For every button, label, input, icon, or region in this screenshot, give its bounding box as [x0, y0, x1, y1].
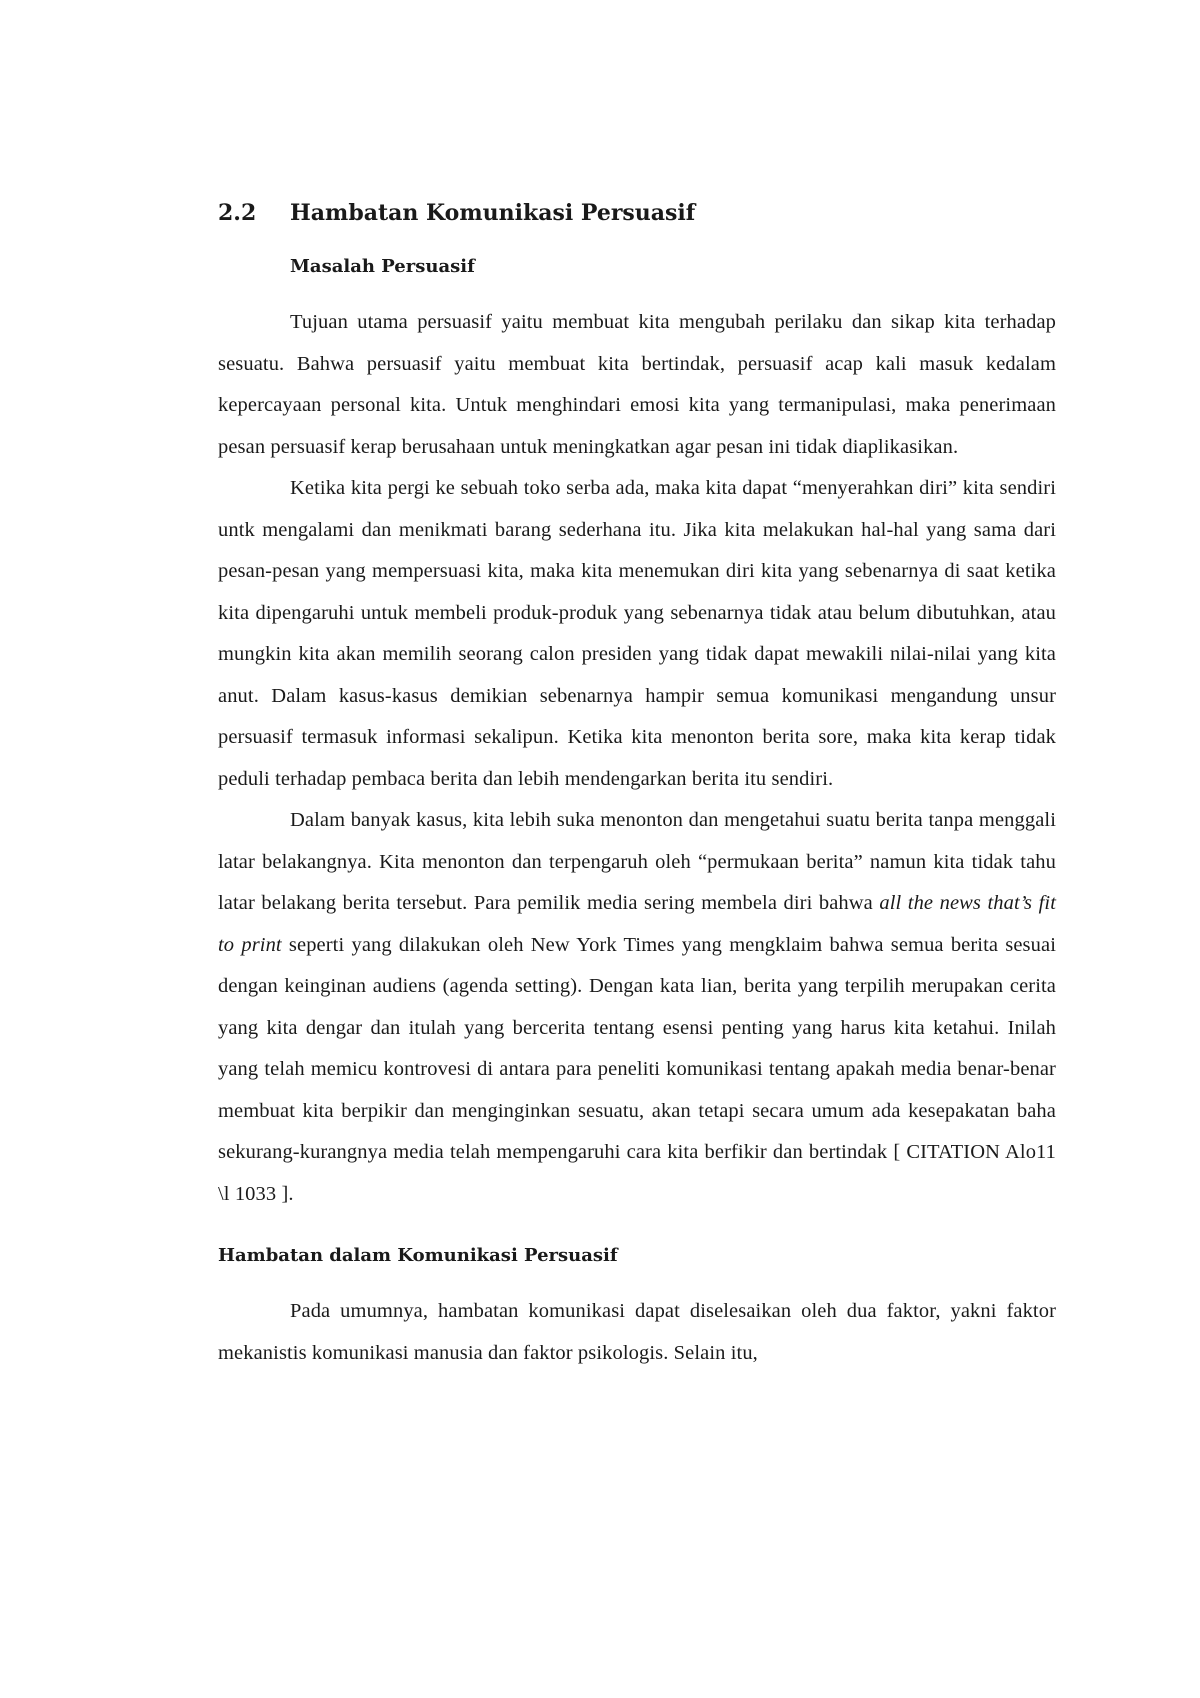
paragraph: Ketika kita pergi ke sebuah toko serba ada, maka kita dapat “menyerahkan diri” kita sendiri untk mengalami dan menikmati barang sederhana itu. Jika kita melakukan hal-hal yang sama dari pesan-pesan yang mempersuasi kita, maka kita menemukan diri kita yang sebenarnya di saat ketika kita dipengaruhi untuk membeli produk-produk yang sebenarnya tidak atau belum dibutuhkan, atau mungkin kita akan memilih seorang calon presiden yang tidak dapat mewakili nilai-nilai yang kita anut. Dalam kasus-kasus demikian sebenarnya hampir semua komunikasi mengandung unsur persuasif termasuk informasi sekalipun. Ketika kita menonton berita sore, maka kita kerap tidak peduli terhadap pembaca berita dan lebih mendengarkan berita itu sendiri.	[218, 477, 1056, 790]
italic-phrase: all the news that’s fit to print	[218, 892, 1056, 956]
paragraph: Pada umumnya, hambatan komunikasi dapat diselesaikan oleh dua faktor, yakni faktor mekanistis komunikasi manusia dan faktor psikologis. Selain itu,	[218, 1300, 1056, 1364]
paragraph-text: Dalam banyak kasus, kita lebih suka menonton dan mengetahui suatu berita tanpa menggali latar belakangnya. Kita menonton dan terpengaruh oleh “permukaan berita” namun kita tidak tahu latar belakang berita tersebut. Para pemilik media sering membela diri bahwa	[218, 809, 1056, 914]
section-title: Hambatan Komunikasi Persuasif	[290, 200, 696, 226]
subsection-title-hambatan: Hambatan dalam Komunikasi Persuasif	[218, 1245, 618, 1266]
paragraph	[218, 800, 1056, 1215]
section-number: 2.2	[218, 200, 257, 226]
subsection-title-masalah: Masalah Persuasif	[290, 256, 475, 277]
page-content	[218, 198, 1056, 1374]
section-heading	[218, 198, 1056, 228]
paragraph: Tujuan utama persuasif yaitu membuat kita mengubah perilaku dan sikap kita terhadap sesuatu. Bahwa persuasif yaitu membuat kita bertindak, persuasif acap kali masuk kedalam kepercayaan personal kita. Untuk menghindari emosi kita yang termanipulasi, maka penerimaan pesan persuasif kerap berusahaan untuk meningkatkan agar pesan ini tidak diaplikasikan.	[218, 311, 1056, 458]
paragraph-text: seperti yang dilakukan oleh New York Times yang mengklaim bahwa semua berita sesuai dengan keinginan audiens (agenda setting). Dengan kata lian, berita yang terpilih merupakan cerita yang kita dengar dan itulah yang bercerita tentang esensi penting yang harus kita ketahui. Inilah yang telah memicu kontrovesi di antara para peneliti komunikasi tentang apakah media benar-benar membuat kita berpikir dan menginginkan sesuatu, akan tetapi secara umum ada kesepakatan baha sekurang-kurangnya media telah mempengaruhi cara kita berfikir dan bertindak [ CITATION Alo11 \l 1033 ].	[218, 933, 1056, 1205]
